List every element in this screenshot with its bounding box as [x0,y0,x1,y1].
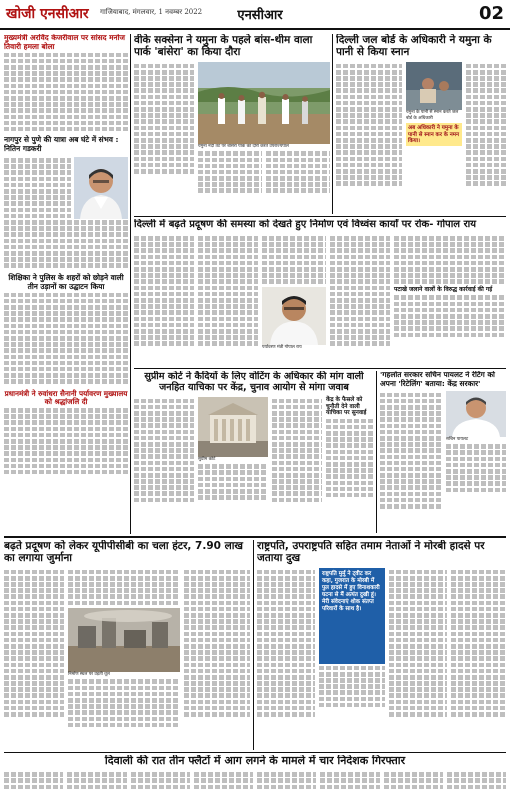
left-story-3-body [4,293,128,384]
section-name: एनसीआर [237,8,283,23]
banner-headline: दिल्ली में बढ़ते प्रदूषण की समस्या को देखते हुए निर्माण एवं विध्वंस कार्यों पर रोक- गोपाल राय [134,219,477,230]
morbi-quote: राष्ट्रपति मुर्मु ने ट्वीट कर कहा, गुजरात के मोरबी में पुल हादसे में हुए विनाशकारी घटना से मैं अत्यंत दुखी हूं। मेरी संवेदनाएं शोक संतप्त परिवारों के साथ है। [322,571,380,613]
yamuna-photo [406,62,462,110]
bottom-strip-headline: दिवाली की रात तीन फ्लैटों में आग लगने के मामले में चार निदेशक गिरफ्तार [104,755,406,767]
column-divider [253,540,254,750]
left-story-3-headline: शिक्षिका ने पुलिस के शहरों को छोड़ने वाली तीन उड़ानों का उद्घाटन किया [8,273,124,291]
column-divider [130,34,131,534]
left-story-4-headline: प्रधानमंत्री ने रुवांधरा सैनानी पर्यावरण मुख्यालय को श्रद्धांजलि दी [4,388,128,407]
right-top-story [336,34,506,214]
sc-side-headline: केंद्र के फैसले को चुनौती देने वाली याचिका पर सुनवाई [326,397,367,417]
lead-photo [198,62,330,144]
supreme-court-story [134,371,374,533]
issue-date: गाजियाबाद, मंगलवार, 1 नवम्बर 2022 [100,8,203,16]
bottom-right-story [257,540,506,750]
column-divider [376,371,377,533]
sc-headline: सुप्रीम कोर्ट ने कैदियों के लिए वोटिंग के अधिकार की मांग वाली जनहित याचिका पर केंद्र, चुनाव आयोग से मांगा जवाब [144,371,364,394]
supreme-court-photo [198,397,268,457]
page-number: 02 [478,3,504,24]
banner-sub-headline: पटाखे जलाने वालों के विरुद्ध कार्रवाई की गई [394,286,493,293]
section-rule [4,752,506,753]
left-column [4,34,128,534]
section-rule [134,368,506,369]
gopal-rai-caption: पर्यावरण मंत्री गोपाल राय [262,345,302,350]
right-top-headline: दिल्ली जल बोर्ड के अधिकारी ने यमुना के पानी से किया स्नान [336,34,492,59]
section-rule [134,216,506,217]
pilot-caption: सचिन पायलट [446,437,469,443]
yamuna-quote: अब अधिकारी ने यमुना के पानी से स्नान कर के नमन किया। [408,125,460,144]
banner-story [134,219,506,367]
morbi-quote-box [319,568,385,664]
pollution-photo [68,608,180,672]
left-story-4-body [4,408,128,474]
right-side-story [380,371,506,533]
section-rule [4,536,506,538]
left-story-1-body [4,53,128,132]
paper-name: खोजी एनसीआर [6,6,89,22]
bottom-left-headline: बढ़ते प्रदूषण को लेकर यूपीपीसीबी का चला हंटर, 7.90 लाख का लगाया जुर्माना [4,540,244,565]
left-story-2-body [4,157,71,219]
pilot-photo [446,391,506,437]
lead-headline: वीके सक्सेना ने यमुना के पहले बांस-थीम वाला पार्क 'बांसेरा' का किया दौरा [134,34,313,59]
bottom-left-story [4,540,250,750]
column-divider [332,34,333,214]
bottom-strip-story [4,755,506,799]
yamuna-photo-caption: यमुना के पानी से स्नान करते जल बोर्ड के अधिकारी [406,110,459,121]
masthead [0,0,510,30]
pollution-caption: निर्माण स्थल पर उड़ती धूल [68,672,110,678]
gadkari-photo [74,157,128,219]
bottom-right-headline: राष्ट्रपति, उपराष्ट्रपति सहित तमाम नेताओं ने मोरबी हादसे पर जताया दुख [257,540,485,565]
gopal-rai-photo [262,287,326,345]
right-side-headline: 'गहलोत सरकार सचिन पायलट ने रेटिंग को अपना 'रिटेलिंग' बताया: केंद्र सरकार' [380,371,495,388]
supreme-court-caption: सुप्रीम कोर्ट [198,457,216,463]
lead-story [134,34,330,214]
left-story-2-headline: नागपुर से पुणे की यात्रा अब घंटे में संभव : नितिन गडकरी [4,135,119,153]
lead-photo-caption: यमुना नदी तट पर बांसेरा पार्क का दौरा करते उपराज्यपाल [198,144,289,150]
left-story-1-headline: मुख्यमंत्री अरविंद केजरीवाल पर सांसद मनोज तिवारी हमला बोला [4,34,126,51]
